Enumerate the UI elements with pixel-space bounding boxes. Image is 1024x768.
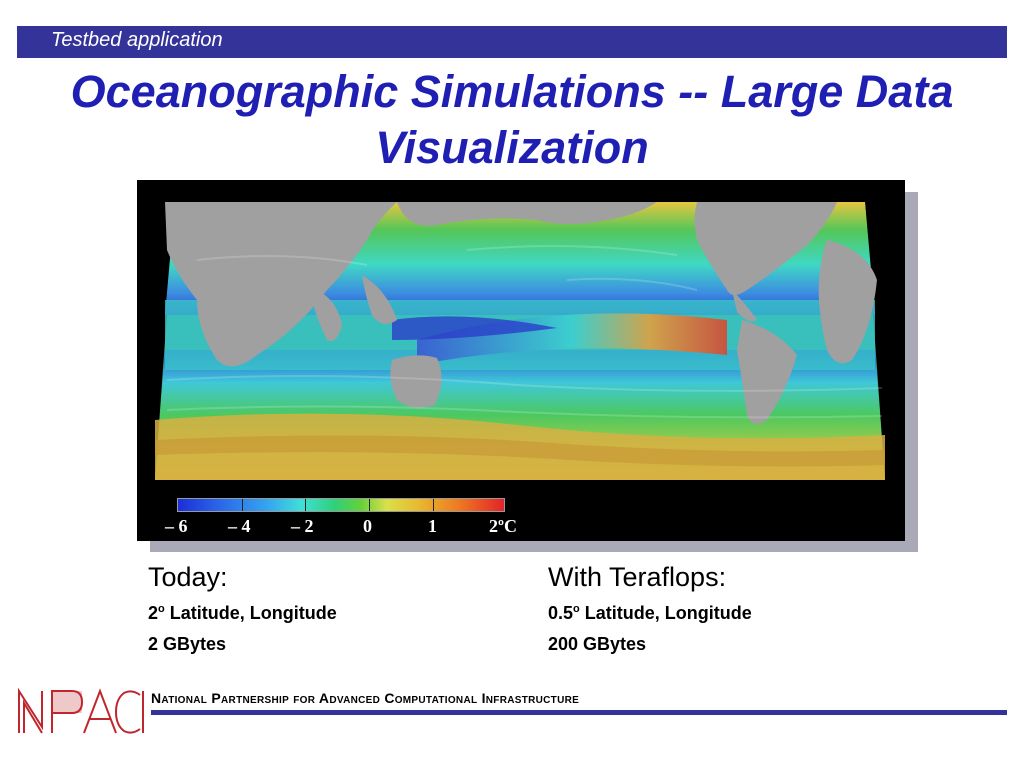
degree-symbol: o bbox=[573, 603, 580, 615]
colorbar-label: – 4 bbox=[228, 516, 251, 536]
today-resolution bbox=[148, 594, 337, 629]
ocean-figure bbox=[137, 180, 905, 541]
today-heading: Today: bbox=[148, 562, 228, 592]
colorbar-tick bbox=[369, 499, 370, 511]
today-size: 2 GBytes bbox=[148, 634, 227, 654]
footer-divider bbox=[151, 710, 1007, 715]
teraflops-heading: With Teraflops: bbox=[548, 562, 727, 592]
header-bar bbox=[17, 26, 1007, 58]
ocean-temperature-map-image bbox=[137, 180, 905, 541]
teraflops-resolution-value: 0.5 bbox=[548, 603, 574, 623]
teraflops-resolution-text: Latitude, Longitude bbox=[579, 603, 752, 623]
colorbar-tick bbox=[305, 499, 306, 511]
today-resolution-text: Latitude, Longitude bbox=[164, 603, 337, 623]
colorbar-tick bbox=[242, 499, 243, 511]
teraflops-size: 200 GBytes bbox=[548, 634, 647, 654]
today-block bbox=[148, 560, 337, 659]
colorbar-label: 2ºC bbox=[489, 516, 517, 536]
colorbar-label: 1 bbox=[428, 516, 437, 536]
colorbar-label: – 2 bbox=[291, 516, 314, 536]
colorbar-label: 0 bbox=[363, 516, 372, 536]
colorbar bbox=[177, 498, 505, 512]
teraflops-resolution bbox=[548, 594, 752, 629]
colorbar-label: – 6 bbox=[165, 516, 188, 536]
degree-symbol: o bbox=[158, 603, 165, 615]
npaci-logo bbox=[16, 685, 146, 737]
today-resolution-value: 2 bbox=[148, 603, 159, 623]
header-label: Testbed application bbox=[51, 29, 223, 51]
footer-text: National Partnership for Advanced Computational Infrastructure bbox=[151, 690, 580, 706]
slide-title: Oceanographic Simulations -- Large Data Visualization bbox=[70, 66, 954, 173]
teraflops-block bbox=[548, 560, 752, 659]
colorbar-tick bbox=[433, 499, 434, 511]
